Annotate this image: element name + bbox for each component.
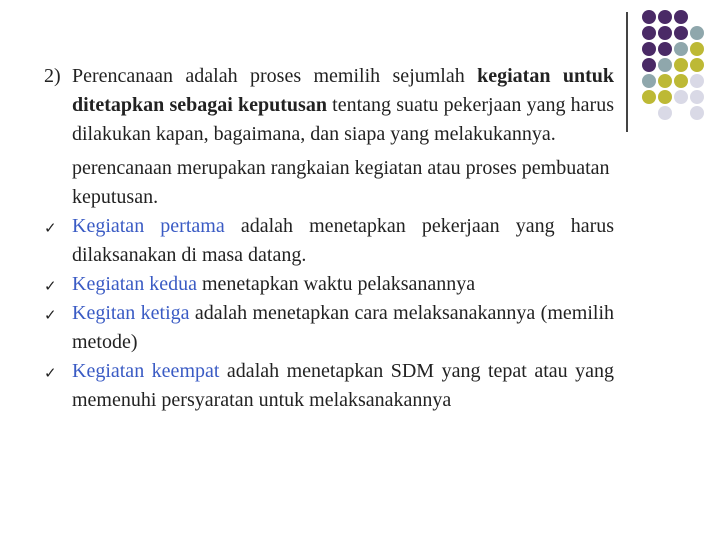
decor-dot [674, 58, 688, 72]
bullet-accent-text: Kegiatan keempat [72, 360, 220, 382]
second-paragraph-text: perencanaan merupakan rangkaian kegiatan atau proses pembuatan keputusan. [72, 157, 610, 208]
slide-content [44, 62, 614, 415]
decor-dot [642, 58, 656, 72]
check-icon: ✓ [44, 364, 57, 382]
bullet-accent-text: Kegiatan kedua [72, 273, 197, 295]
list-item [44, 357, 614, 415]
decor-dot [658, 58, 672, 72]
check-icon: ✓ [44, 277, 57, 295]
decor-dot [658, 10, 672, 24]
bullet-text: menetapkan waktu pelaksanannya [196, 273, 476, 295]
bullet-list [44, 212, 614, 415]
decor-dot [642, 42, 656, 56]
decor-dot [690, 106, 704, 120]
intro-text-end: tentang suatu pekerjaan yang harus dilakukan kapan, bagaimana, dan siapa yang melakukannya. [72, 94, 614, 145]
decor-dot [642, 10, 656, 24]
decor-dot [690, 74, 704, 88]
second-paragraph [44, 154, 614, 212]
bullet-accent-text: Kegitan ketiga [72, 302, 190, 324]
decor-dot [658, 90, 672, 104]
check-icon: ✓ [44, 219, 57, 237]
decor-dot [658, 42, 672, 56]
decor-dot [674, 74, 688, 88]
bullet-accent-text: Kegiatan pertama [72, 215, 225, 237]
list-item [44, 299, 614, 357]
decor-dot [674, 90, 688, 104]
decor-dot [690, 26, 704, 40]
list-item [44, 212, 614, 270]
decor-dot [674, 42, 688, 56]
bullet-text: adalah menetapkan pekerjaan yang harus dilaksanakan di masa datang. [72, 215, 615, 266]
intro-text-start: Perencanaan adalah proses memilih sejumlah [72, 65, 478, 87]
decor-dot [658, 106, 672, 120]
decor-dot [642, 90, 656, 104]
divider-line [626, 12, 628, 132]
decor-dot [690, 90, 704, 104]
decorative-dot-grid [640, 10, 720, 120]
decor-dot [674, 26, 688, 40]
bullet-text: adalah menetapkan SDM yang tepat atau yang memenuhi persyaratan untuk melaksanakannya [72, 360, 614, 411]
list-item [44, 270, 614, 299]
decor-dot [658, 74, 672, 88]
decor-dot [690, 58, 704, 72]
decor-dot [642, 74, 656, 88]
check-icon: ✓ [44, 306, 57, 324]
numbered-paragraph [44, 62, 614, 149]
decor-dot [674, 10, 688, 24]
item-number: 2) [44, 65, 61, 87]
decor-dot [690, 42, 704, 56]
bullet-text: adalah menetapkan cara melaksanakannya (memilih metode) [72, 302, 615, 353]
intro-text-bold: kegiatan untuk ditetapkan sebagai keputusan [72, 65, 614, 116]
decor-dot [658, 26, 672, 40]
decor-dot [642, 26, 656, 40]
